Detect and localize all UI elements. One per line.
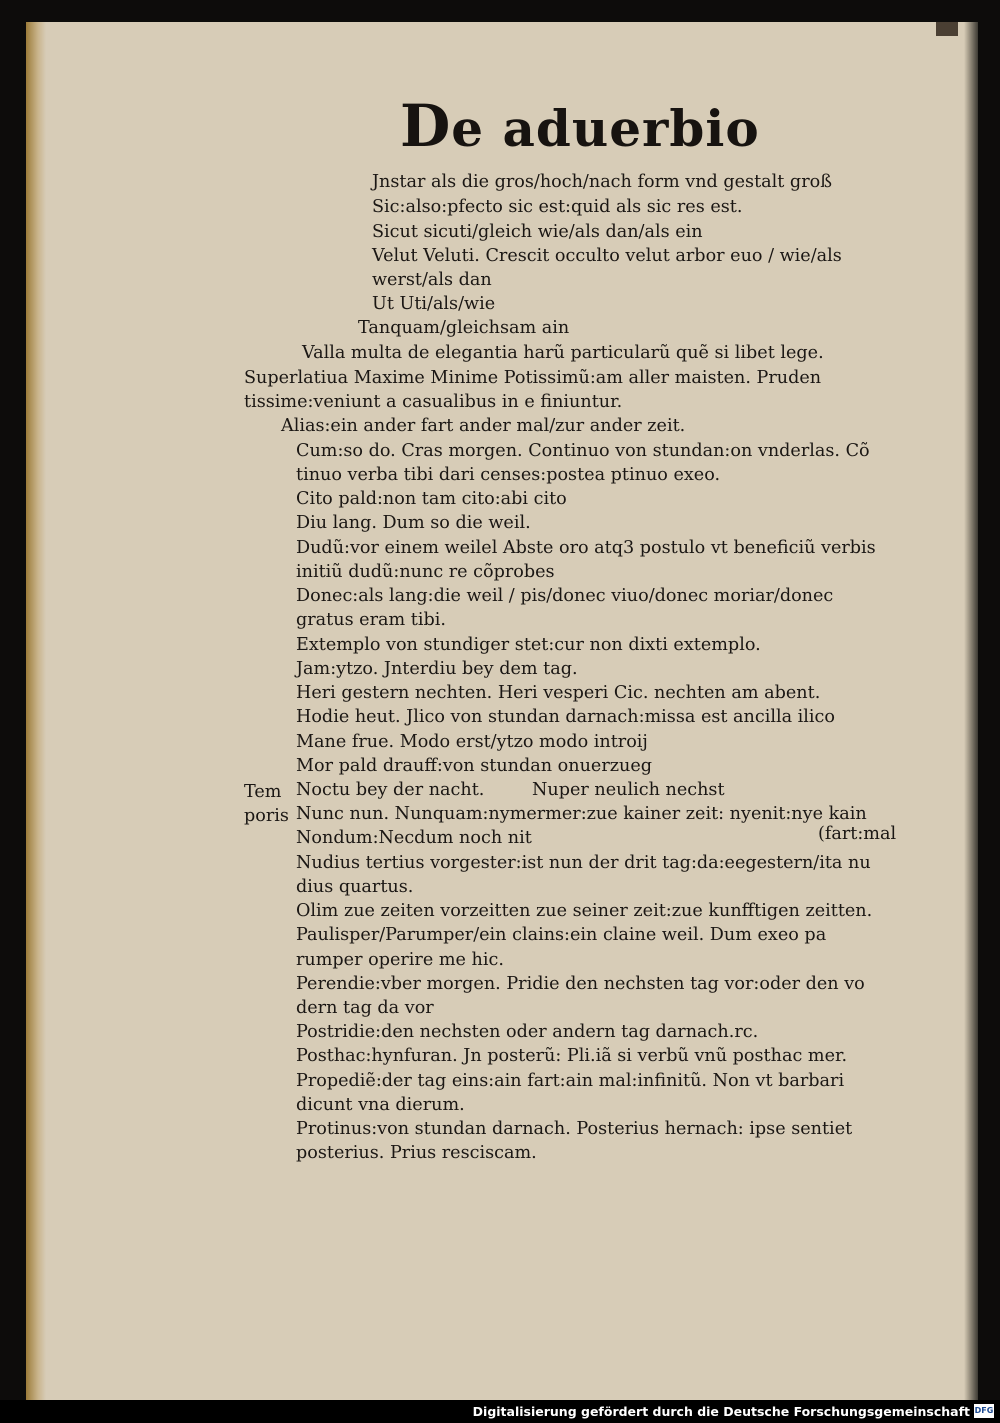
text-line: dern tag da vor [296,998,434,1018]
text-line: rumper operire me hic. [296,950,504,970]
text-line: tinuo verba tibi dari censes:postea ptinuo exeo. [296,465,721,485]
text-line: dicunt vna dierum. [296,1095,465,1115]
page-corner-mark [936,22,958,36]
heading-rest: e aduerbio [451,99,760,158]
heading-initial: D [400,92,452,160]
text-line: Diu lang. Dum so die weil. [296,513,531,533]
margin-note: Tem [244,782,282,802]
dfg-logo: DFG [974,1404,994,1418]
text-line: Jnstar als die gros/hoch/nach form vnd gestalt groß [372,172,832,192]
text-line: Ut Uti/als/wie [372,294,496,314]
text-line: Olim zue zeiten vorzeitten zue seiner zeit:zue kunfftigen zeitten. [296,901,873,921]
text-line: Heri gestern nechten. Heri vesperi Cic. nechten am abent. [296,683,821,703]
text-line: Extemplo von stundiger stet:cur non dixti extemplo. [296,635,761,655]
text-line: gratus eram tibi. [296,610,446,630]
text-line: Donec:als lang:die weil / pis/donec viuo/donec moriar/donec [296,586,834,606]
text-line: Cito pald:non tam cito:abi cito [296,489,567,509]
text-line: Nunc nun. Nunquam:nymermer:zue kainer zeit: nyenit:nye kain [296,804,867,824]
text-line: Postridie:den nechsten oder andern tag darnach.rc. [296,1022,759,1042]
page-edge [964,22,978,1400]
text-line: Protinus:von stundan darnach. Posterius hernach: ipse sentiet [296,1119,853,1139]
text-line: Mor pald drauff:von stundan onuerzueg [296,756,653,776]
text-line: Propediẽ:der tag eins:ain fart:ain mal:infinitũ. Non vt barbari [296,1071,845,1091]
text-line: Mane frue. Modo erst/ytzo modo introij [296,732,648,752]
page-gutter-shadow [26,22,46,1400]
text-line: Nudius tertius vorgester:ist nun der drit tag:da:eegestern/ita nu [296,853,871,873]
text-line: dius quartus. [296,877,414,897]
text-line: Alias:ein ander fart ander mal/zur ander zeit. [281,416,686,436]
text-line: Jam:ytzo. Jnterdiu bey dem tag. [296,659,578,679]
page-heading [400,92,800,160]
funding-credit: Digitalisierung gefördert durch die Deutsche Forschungsgemeinschaft [472,1404,970,1419]
text-line: Noctu bey der nacht. [296,780,485,800]
text-line: Paulisper/Parumper/ein clains:ein claine weil. Dum exeo pa [296,925,827,945]
text-line: Tanquam/gleichsam ain [358,318,570,338]
text-line: posterius. Prius resciscam. [296,1143,537,1163]
margin-note: poris [244,806,289,826]
text-line: werst/als dan [372,270,492,290]
text-line: Sic:also:pfecto sic est:quid als sic res est. [372,197,743,217]
text-line: Cum:so do. Cras morgen. Continuo von stundan:on vnderlas. Cõ [296,441,870,461]
text-line: Perendie:vber morgen. Pridie den nechsten tag vor:oder den vo [296,974,865,994]
text-line: Sicut sicuti/gleich wie/als dan/als ein [372,222,703,242]
text-line: Nondum:Necdum noch nit [296,828,532,848]
text-line: (fart:mal [818,824,897,844]
text-line: Velut Veluti. Crescit occulto velut arbor euo / wie/als [372,246,842,266]
text-line: Dudũ:vor einem weilel Abste oro atq3 postulo vt beneficiũ verbis [296,538,876,558]
text-line: Posthac:hynfuran. Jn posterũ: Pli.iã si verbũ vnũ posthac mer. [296,1046,848,1066]
text-line: Hodie heut. Jlico von stundan darnach:missa est ancilla ilico [296,707,836,727]
text-line: Superlatiua Maxime Minime Potissimũ:am aller maisten. Pruden [244,368,822,388]
text-line: Valla multa de elegantia harũ particularũ quẽ si libet lege. [302,343,824,363]
text-line: tissime:veniunt a casualibus in e finiuntur. [244,392,623,412]
text-line: initiũ dudũ:nunc re cõprobes [296,562,555,582]
text-line: Nuper neulich nechst [532,780,725,800]
